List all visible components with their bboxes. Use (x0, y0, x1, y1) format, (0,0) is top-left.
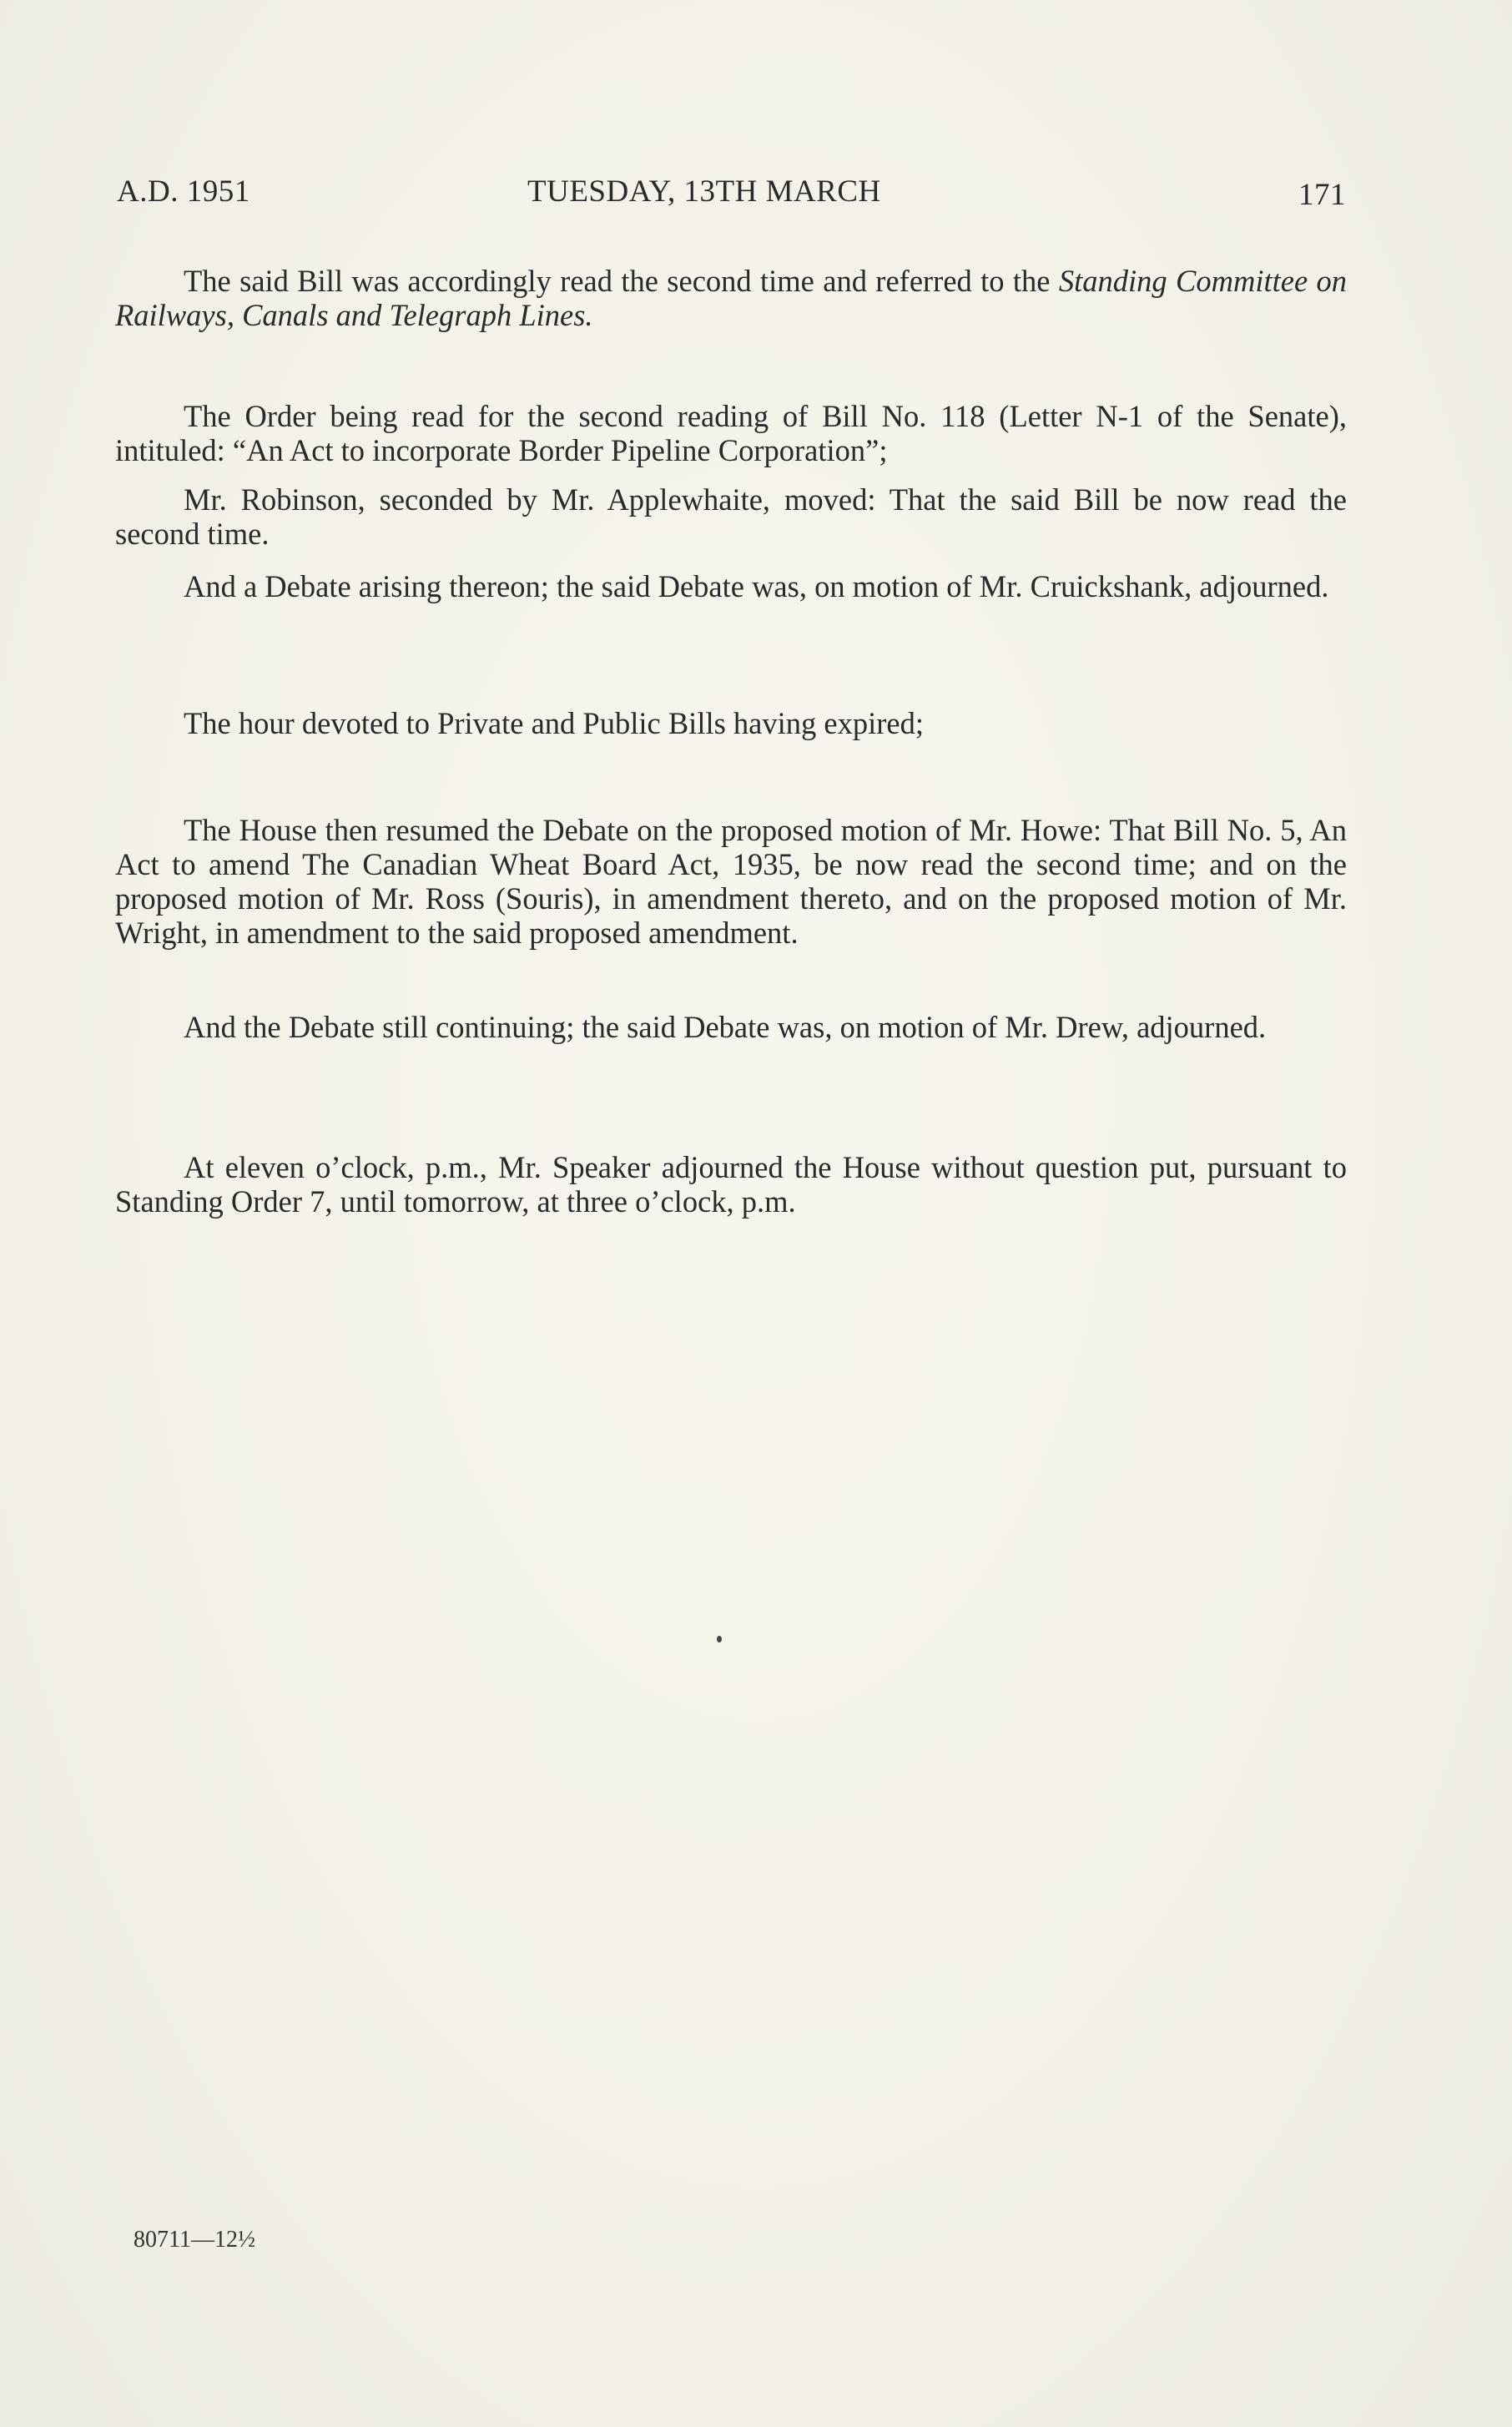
page-header (0, 174, 1512, 215)
paragraph-debate-continuing: And the Debate still continuing; the said Debate was, on motion of Mr. Drew, adjourned. (184, 1010, 1267, 1044)
paragraph-bill-referred-text: The said Bill was accordingly read the second time and referred to the (184, 264, 1059, 298)
paragraph-bill-referred (115, 264, 1347, 332)
committee-name: Standing Committee on Railways, Canals and Telegraph Lines. (115, 264, 1348, 332)
paragraph-adjournment: At eleven o’clock, p.m., Mr. Speaker adjourned the House without question put, pursuant to Standing Order 7, until tomorrow, at three o’clock, p.m. (115, 1150, 1347, 1219)
page-number: 171 (1298, 178, 1346, 212)
page-footer-code: 80711—12½ (134, 2227, 255, 2253)
header-year: A.D. 1951 (117, 174, 250, 209)
paragraph-order-second-reading: The Order being read for the second reading of Bill No. 118 (Letter N-1 of the Senate), intituled: “An Act to incorporate Border Pipeline Corporation”; (115, 399, 1347, 467)
paragraph-debate-adjourned: And a Debate arising thereon; the said Debate was, on motion of Mr. Cruickshank, adjourned. (184, 569, 1329, 603)
header-date: TUESDAY, 13TH MARCH (527, 174, 881, 209)
paragraph-house-resumed: The House then resumed the Debate on the proposed motion of Mr. Howe: That Bill No. 5, An Act to amend The Canadian Wheat Board Act, 1935, be now read the second time; and on the proposed motion of Mr. Ross (Souris), in amendment thereto, and on the proposed motion of Mr. Wright, in amendment to the said proposed amendment. (115, 813, 1347, 950)
paragraph-robinson-motion: Mr. Robinson, seconded by Mr. Applewhaite, moved: That the said Bill be now read the second time. (115, 482, 1347, 551)
paragraph-hour-expired: The hour devoted to Private and Public Bills having expired; (184, 706, 924, 740)
ink-speck (717, 1636, 722, 1642)
